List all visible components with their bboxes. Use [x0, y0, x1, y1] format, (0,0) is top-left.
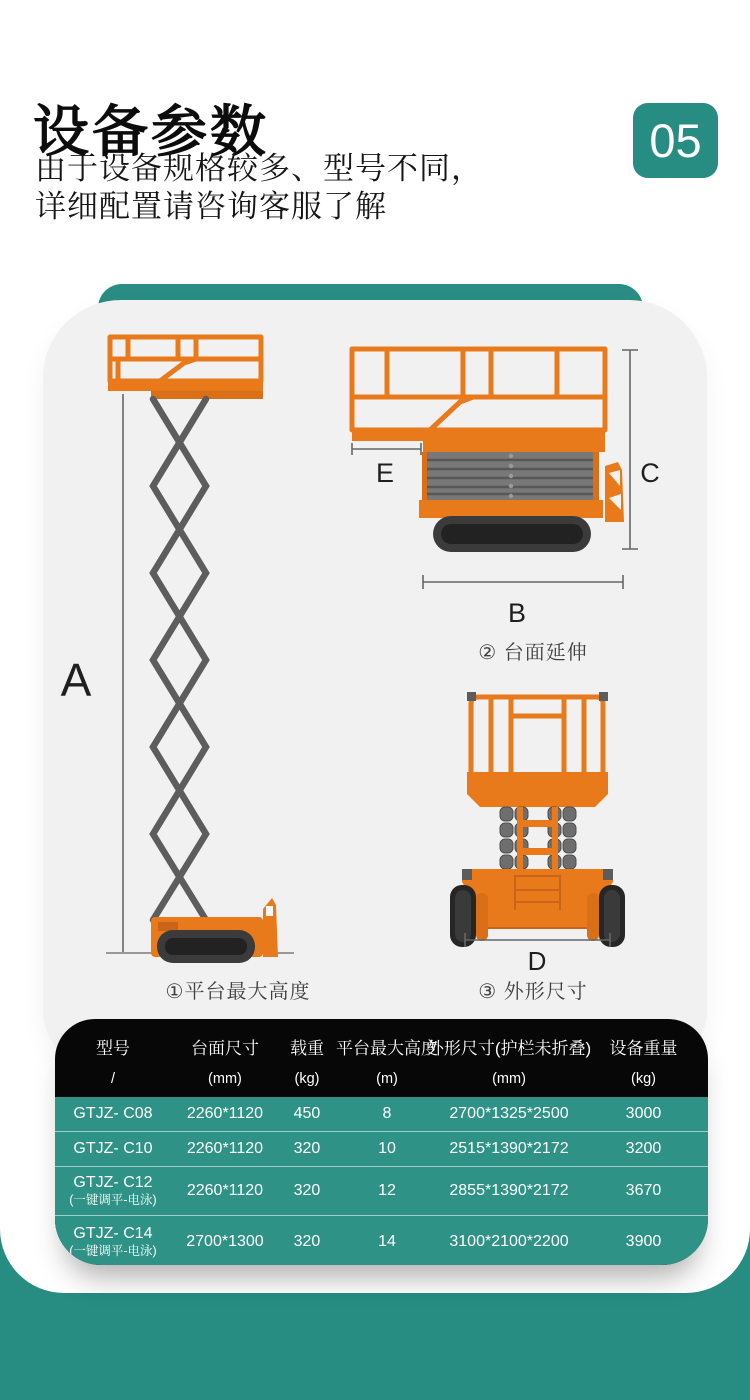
extension-deck — [352, 430, 605, 441]
dim-label-e: E — [375, 458, 395, 488]
platform-deck — [108, 381, 263, 391]
table-cell: 2855*1390*2172 — [449, 1182, 569, 1200]
caption-extension: ② 台面延伸 — [478, 642, 588, 664]
subtitle-line-2: 详细配置请咨询客服了解 — [35, 189, 387, 224]
table-cell: GTJZ- C08 — [73, 1105, 153, 1123]
platform-railing — [467, 692, 608, 772]
diagram-card — [43, 300, 707, 1068]
table-cell: 2260*1120 — [186, 1140, 264, 1158]
platform-railing — [110, 337, 261, 381]
section-number-badge: 05 — [633, 103, 718, 178]
spec-table-body — [55, 1097, 708, 1265]
folded-scissors — [422, 452, 599, 500]
deck-extension-diagram — [345, 342, 680, 632]
table-cell: 2260*1120 — [186, 1182, 264, 1200]
column-header: 载重 (kg) — [289, 1039, 324, 1087]
tracked-base — [151, 898, 278, 963]
overall-size-diagram — [445, 690, 640, 975]
table-cell: 320 — [293, 1182, 321, 1200]
table-cell: 3100*2100*2200 — [449, 1233, 569, 1251]
table-cell: GTJZ- C12 (一键调平-电泳) — [69, 1174, 157, 1207]
page-subtitle — [35, 150, 483, 226]
dim-line-b — [423, 575, 623, 589]
table-cell: 8 — [382, 1105, 392, 1123]
spec-table — [55, 1019, 708, 1265]
scissor-lift-max-height-diagram — [48, 332, 298, 972]
scissor-columns — [500, 807, 576, 869]
table-cell: 3900 — [625, 1233, 662, 1251]
caption-overall: ③ 外形尺寸 — [478, 981, 588, 1003]
table-row — [55, 1215, 708, 1265]
table-cell: GTJZ- C10 — [73, 1140, 153, 1158]
table-cell: 3000 — [625, 1105, 662, 1123]
column-header: 型号 / — [95, 1039, 130, 1087]
table-row — [55, 1097, 708, 1131]
dim-label-c: C — [640, 458, 660, 488]
column-header: 台面尺寸 (mm) — [190, 1039, 259, 1087]
table-cell: 12 — [378, 1182, 396, 1200]
spec-table-header — [55, 1019, 708, 1097]
table-cell: 3670 — [625, 1182, 662, 1200]
dim-line-c — [622, 350, 638, 549]
dim-label-b: B — [507, 598, 527, 628]
table-cell: 2515*1390*2172 — [449, 1140, 569, 1158]
scissor-arms — [153, 399, 206, 920]
column-header: 设备重量 (kg) — [609, 1039, 678, 1087]
column-header: 外形尺寸(护栏未折叠) (mm) — [426, 1039, 592, 1087]
table-cell: 320 — [293, 1233, 321, 1251]
caption-max-height: ①平台最大高度 — [165, 981, 311, 1003]
platform-body — [467, 772, 608, 807]
wheeled-base — [450, 869, 625, 947]
table-cell: 3200 — [625, 1140, 662, 1158]
table-cell: 10 — [378, 1140, 396, 1158]
dim-label-a: A — [60, 654, 92, 706]
column-header: 平台最大高度 (m) — [335, 1039, 438, 1087]
dim-line-e — [352, 443, 421, 455]
table-cell: 2700*1325*2500 — [449, 1105, 569, 1123]
table-row — [55, 1166, 708, 1215]
platform-railing — [352, 349, 605, 430]
table-row — [55, 1131, 708, 1166]
table-cell: 2260*1120 — [186, 1105, 264, 1123]
table-cell: 2700*1300 — [186, 1233, 264, 1251]
table-cell: 14 — [378, 1233, 396, 1251]
table-cell: 450 — [293, 1105, 321, 1123]
page-title: 设备参数 — [33, 99, 269, 163]
dim-label-d: D — [527, 946, 547, 975]
subtitle-line-1: 由于设备规格较多、型号不同， — [35, 151, 483, 186]
platform-deck — [423, 441, 605, 452]
table-cell: 320 — [293, 1140, 321, 1158]
table-cell: GTJZ- C14 (一键调平-电泳) — [69, 1225, 157, 1258]
